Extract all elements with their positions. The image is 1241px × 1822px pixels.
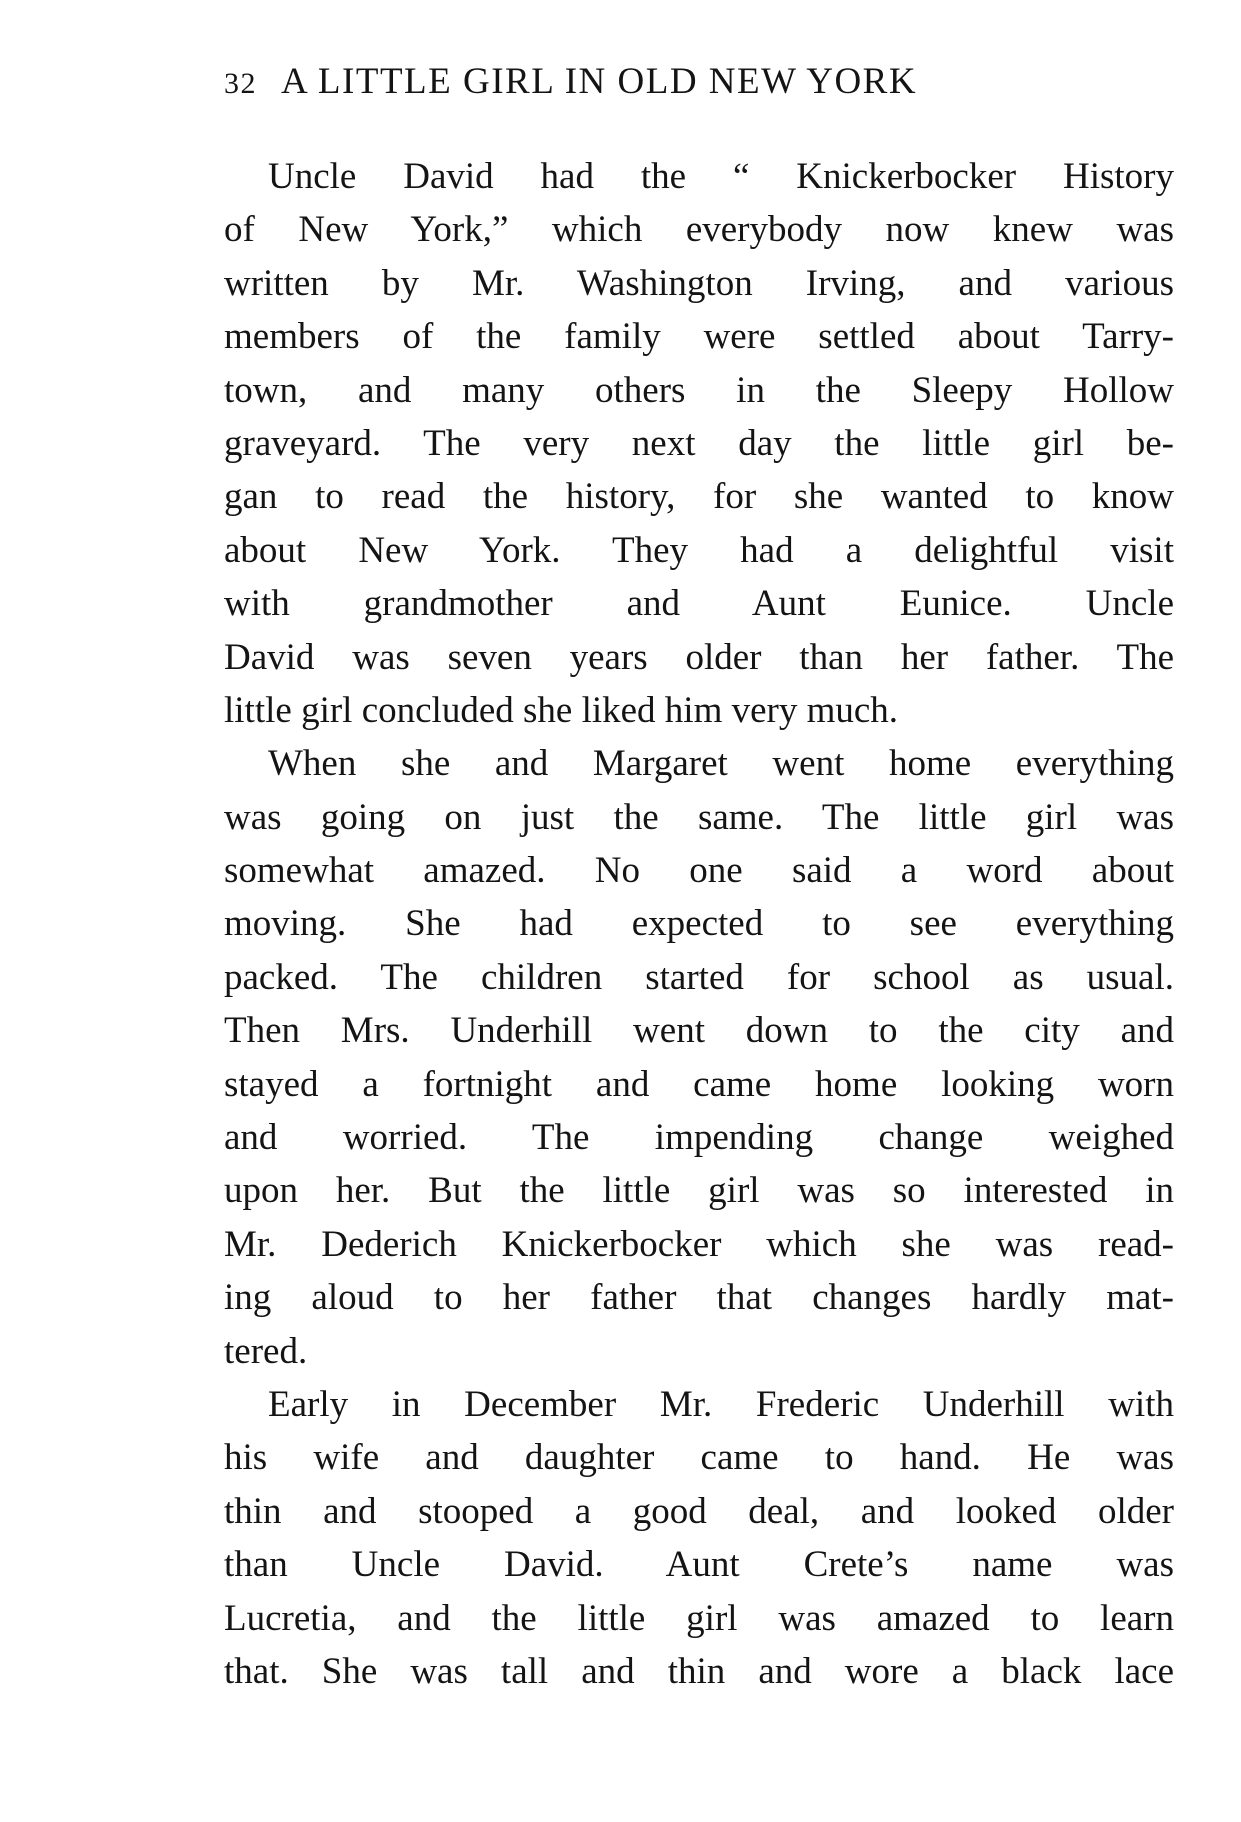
text-line: Uncle David had the “ Knickerbocker History	[268, 156, 1174, 197]
text-line: little girl concluded she liked him very much.	[224, 689, 899, 731]
text-line: that. She was tall and thin and wore a black lace	[224, 1650, 1174, 1692]
page-number: 32	[224, 67, 257, 100]
text-line: his wife and daughter came to hand. He was	[224, 1437, 1174, 1479]
text-line: members of the family were settled about Tarry-	[224, 316, 1174, 358]
body-text	[224, 150, 1174, 1698]
text-line: upon her. But the little girl was so interested in	[224, 1170, 1174, 1212]
text-line: Mr. Dederich Knickerbocker which she was read-	[224, 1223, 1174, 1265]
text-line: town, and many others in the Sleepy Hollow	[224, 369, 1174, 411]
running-title: A LITTLE GIRL IN OLD NEW YORK	[281, 61, 918, 102]
text-line: somewhat amazed. No one said a word about	[224, 850, 1174, 892]
text-line: stayed a fortnight and came home looking worn	[224, 1063, 1174, 1105]
text-line: about New York. They had a delightful visit	[224, 529, 1174, 571]
text-line: gan to read the history, for she wanted to know	[224, 476, 1174, 518]
text-line: written by Mr. Washington Irving, and various	[224, 262, 1174, 304]
text-line: with grandmother and Aunt Eunice. Uncle	[224, 583, 1174, 625]
text-line: was going on just the same. The little girl was	[224, 796, 1174, 838]
text-line: packed. The children started for school as usual.	[224, 956, 1174, 998]
text-line: of New York,” which everybody now knew was	[224, 209, 1174, 251]
text-line: moving. She had expected to see everything	[224, 903, 1174, 945]
text-line: graveyard. The very next day the little girl be-	[224, 422, 1174, 464]
text-line: David was seven years older than her father. The	[224, 636, 1174, 678]
running-head	[224, 60, 1084, 106]
text-line: Then Mrs. Underhill went down to the city and	[224, 1010, 1174, 1052]
text-line: tered.	[224, 1330, 308, 1372]
text-line: thin and stooped a good deal, and looked older	[224, 1490, 1174, 1532]
text-line: Early in December Mr. Frederic Underhill with	[268, 1383, 1174, 1425]
text-line: ing aloud to her father that changes hardly mat-	[224, 1277, 1174, 1319]
text-line: than Uncle David. Aunt Crete’s name was	[224, 1544, 1174, 1586]
text-line: and worried. The impending change weighed	[224, 1117, 1174, 1159]
text-line: When she and Margaret went home everything	[268, 743, 1174, 785]
text-line: Lucretia, and the little girl was amazed to learn	[224, 1597, 1174, 1639]
